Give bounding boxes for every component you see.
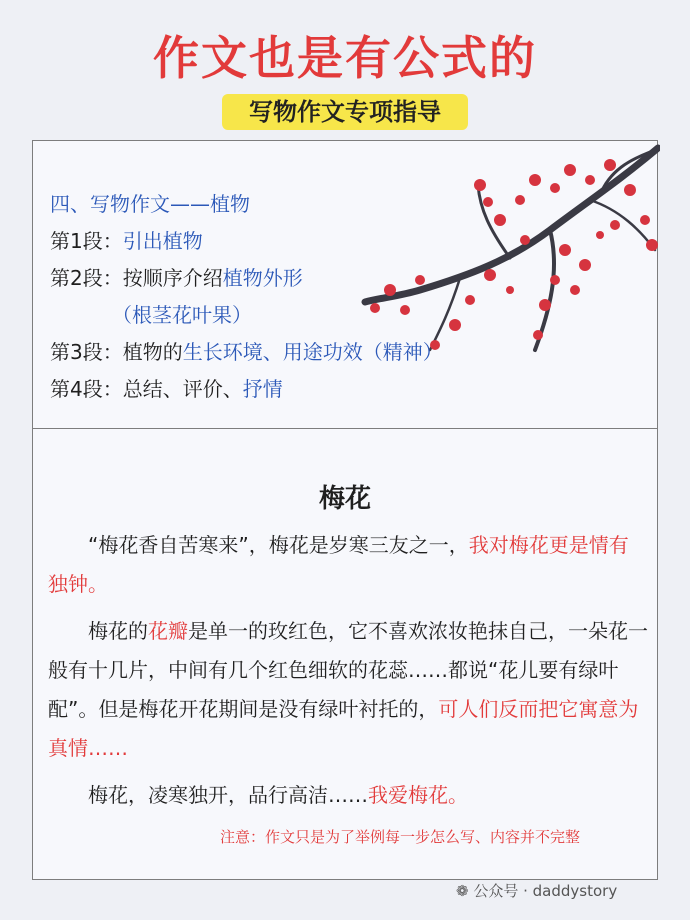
outline-p2-label: 第2段：按顺序介绍	[50, 266, 223, 290]
essay-p1-highlight: 我对梅花更是情有独钟。	[48, 533, 629, 596]
essay-p2-text-a: 梅花的	[88, 619, 148, 643]
outline-p3-label: 第3段：植物的	[50, 340, 183, 364]
footer-text: 公众号 · daddystory	[473, 882, 618, 900]
essay-paragraph-2	[48, 612, 648, 768]
outline-heading: 四、写物作文——植物	[50, 192, 250, 216]
essay-p3-text: 梅花，凌寒独开，品行高洁……	[88, 783, 368, 807]
essay-p2-text-b: 是单一的玫红色，它不喜欢浓妆艳抹自己，一朵花一般有十几片，中间有几个红色细软的花蕊……都说“花儿要有绿叶配”。但是梅花开花期间是没有绿叶衬托的，	[48, 619, 648, 721]
outline-paragraph-1	[50, 223, 443, 260]
essay-p1-text: “梅花香自苦寒来”，梅花是岁寒三友之一，	[88, 533, 469, 557]
outline-p4-highlight: 抒情	[242, 377, 283, 401]
outline-p1-highlight: 引出植物	[122, 229, 203, 253]
essay-paragraph-3	[48, 776, 648, 815]
wechat-icon: ❁	[456, 882, 474, 900]
essay-p2-highlight-2: 可人们反而把它寓意为真情……	[48, 697, 639, 760]
outline-p1-label: 第1段：	[50, 229, 123, 253]
page-title: 作文也是有公式的	[153, 31, 537, 85]
section-divider	[32, 428, 658, 429]
outline-paragraph-4	[50, 371, 443, 408]
footer-watermark	[456, 880, 617, 901]
subtitle-banner: 写物作文专项指导	[222, 94, 468, 130]
essay-p2-highlight-1: 花瓣	[148, 619, 188, 643]
outline-p3-highlight: 生长环境、用途功效（精神）	[182, 340, 443, 364]
outline-paragraph-2	[50, 260, 443, 297]
note-text: 注意：作文只是为了举例每一步怎么写、内容并不完整	[220, 828, 581, 846]
outline-section	[50, 186, 443, 408]
essay-p3-highlight: 我爱梅花。	[368, 783, 468, 807]
outline-paragraph-3	[50, 334, 443, 371]
outline-p2-highlight: 植物外形	[222, 266, 303, 290]
essay-paragraph-1	[48, 526, 648, 604]
essay-title: 梅花	[318, 484, 371, 514]
outline-paragraph-2-sub: （根茎花叶果）	[112, 303, 252, 327]
essay-body	[48, 526, 648, 823]
outline-p4-label: 第4段：总结、评价、	[50, 377, 243, 401]
